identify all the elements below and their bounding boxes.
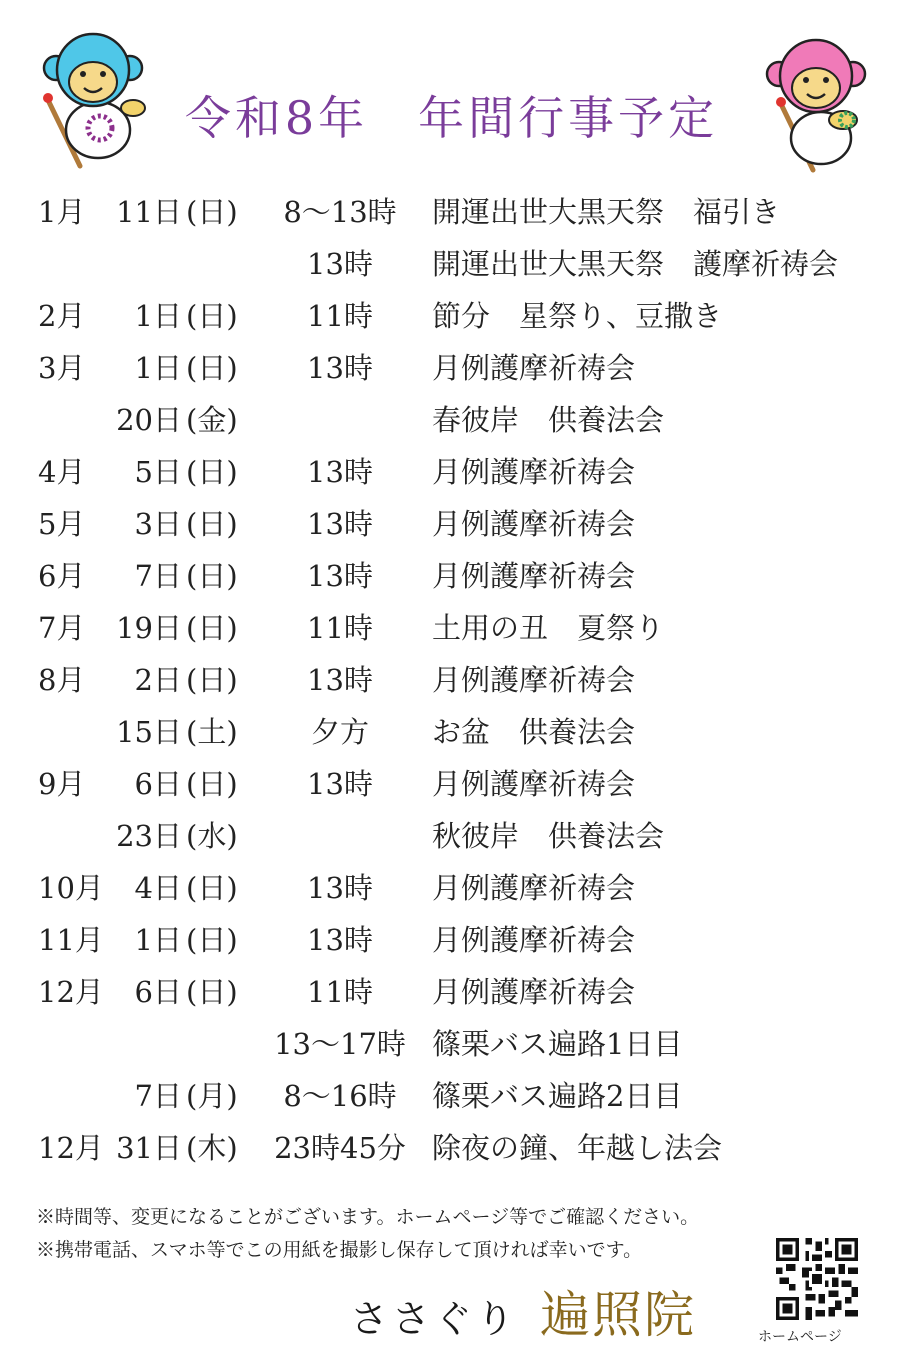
schedule-weekday: (日) [186,507,238,541]
schedule-event: お盆 供養法会 [432,715,636,749]
schedule-row [0,602,903,654]
schedule-weekday: (土) [186,715,238,749]
schedule-row [0,498,903,550]
temple-small-name: ささぐり [350,1297,519,1341]
schedule-time: 23時45分 [274,1131,406,1165]
schedule-row [0,758,903,810]
schedule-row [0,1018,903,1070]
schedule-weekday: (金) [186,403,238,437]
schedule-day: 2日 [134,663,182,697]
schedule-weekday: (水) [186,819,238,853]
schedule-time: 13時 [307,767,373,801]
schedule-event: 開運出世大黒天祭 護摩祈祷会 [432,247,839,281]
schedule-event: 月例護摩祈祷会 [432,767,636,801]
schedule-month: 12月 [38,975,104,1009]
schedule-weekday: (日) [186,351,238,385]
schedule-day: 1日 [134,299,182,333]
schedule-month: 10月 [38,871,104,905]
schedule-time: 13時 [307,923,373,957]
schedule-time: 8～16時 [283,1079,397,1113]
schedule-row [0,706,903,758]
schedule-row [0,1122,903,1174]
schedule-row [0,290,903,342]
schedule-day: 3日 [134,507,182,541]
schedule-event: 月例護摩祈祷会 [432,351,636,385]
schedule-day: 1日 [134,923,182,957]
schedule-weekday: (日) [186,195,238,229]
schedule-row [0,1070,903,1122]
schedule-row [0,654,903,706]
schedule-weekday: (日) [186,559,238,593]
schedule-day: 11日 [116,195,182,229]
schedule-event: 月例護摩祈祷会 [432,507,636,541]
schedule-day: 1日 [134,351,182,385]
schedule-day: 4日 [134,871,182,905]
schedule-row [0,810,903,862]
schedule-event: 月例護摩祈祷会 [432,455,636,489]
schedule-time: 13時 [307,455,373,489]
schedule-time: 13～17時 [274,1027,406,1061]
schedule-event: 月例護摩祈祷会 [432,559,636,593]
schedule-row [0,238,903,290]
schedule-weekday: (木) [186,1131,238,1165]
schedule-time: 11時 [307,611,373,645]
schedule-weekday: (日) [186,871,238,905]
schedule-row [0,446,903,498]
schedule-month: 5月 [38,507,86,541]
schedule-day: 31日 [116,1131,182,1165]
schedule-time: 13時 [307,559,373,593]
schedule-time: 13時 [307,247,373,281]
schedule-row [0,966,903,1018]
schedule-row [0,550,903,602]
schedule-day: 15日 [116,715,182,749]
event-schedule [0,186,903,1174]
schedule-month: 1月 [38,195,86,229]
schedule-event: 月例護摩祈祷会 [432,871,636,905]
schedule-month: 7月 [38,611,86,645]
schedule-event: 月例護摩祈祷会 [432,663,636,697]
schedule-month: 3月 [38,351,86,385]
schedule-weekday: (日) [186,663,238,697]
schedule-time: 13時 [307,663,373,697]
schedule-day: 19日 [116,611,182,645]
schedule-event: 月例護摩祈祷会 [432,975,636,1009]
schedule-weekday: (日) [186,299,238,333]
schedule-day: 5日 [134,455,182,489]
schedule-event: 秋彼岸 供養法会 [432,819,665,853]
temple-logo [350,1275,696,1347]
schedule-row [0,186,903,238]
schedule-month: 8月 [38,663,86,697]
schedule-event: 篠栗バス遍路2日目 [432,1079,683,1113]
schedule-time: 11時 [307,299,373,333]
schedule-weekday: (日) [186,767,238,801]
schedule-row [0,862,903,914]
schedule-day: 6日 [134,767,182,801]
schedule-weekday: (日) [186,975,238,1009]
schedule-event: 節分 星祭り、豆撒き [432,299,723,333]
schedule-row [0,914,903,966]
schedule-month: 12月 [38,1131,104,1165]
schedule-month: 9月 [38,767,86,801]
schedule-event: 開運出世大黒天祭 福引き [432,195,781,229]
schedule-weekday: (日) [186,923,238,957]
schedule-event: 月例護摩祈祷会 [432,923,636,957]
schedule-event: 除夜の鐘、年越し法会 [432,1131,723,1165]
schedule-weekday: (日) [186,455,238,489]
schedule-row [0,394,903,446]
schedule-event: 土用の丑 夏祭り [432,611,665,645]
schedule-day: 7日 [134,1079,182,1113]
schedule-month: 2月 [38,299,86,333]
schedule-row [0,342,903,394]
schedule-event: 春彼岸 供養法会 [432,403,665,437]
homepage-label: ホームページ [758,1329,842,1345]
schedule-time: 13時 [307,351,373,385]
schedule-day: 7日 [134,559,182,593]
note-schedule-change: ※時間等、変更になることがございます。ホームページ等でご確認ください。 [36,1206,700,1228]
schedule-time: 13時 [307,871,373,905]
schedule-day: 23日 [116,819,182,853]
schedule-time: 夕方 [310,715,369,749]
schedule-day: 20日 [116,403,182,437]
note-save-photo: ※携帯電話、スマホ等でこの用紙を撮影し保存して頂ければ幸いです。 [36,1239,643,1261]
schedule-day: 6日 [134,975,182,1009]
schedule-event: 篠栗バス遍路1日目 [432,1027,683,1061]
schedule-month: 4月 [38,455,86,489]
page-title: 令和8年 年間行事予定 [184,91,719,145]
schedule-time: 11時 [307,975,373,1009]
schedule-weekday: (月) [186,1079,238,1113]
schedule-weekday: (日) [186,611,238,645]
schedule-time: 13時 [307,507,373,541]
schedule-time: 8～13時 [283,195,397,229]
temple-name: 遍照院 [540,1286,697,1344]
schedule-month: 6月 [38,559,86,593]
qr-code-icon[interactable] [776,1238,858,1320]
schedule-month: 11月 [38,923,104,957]
